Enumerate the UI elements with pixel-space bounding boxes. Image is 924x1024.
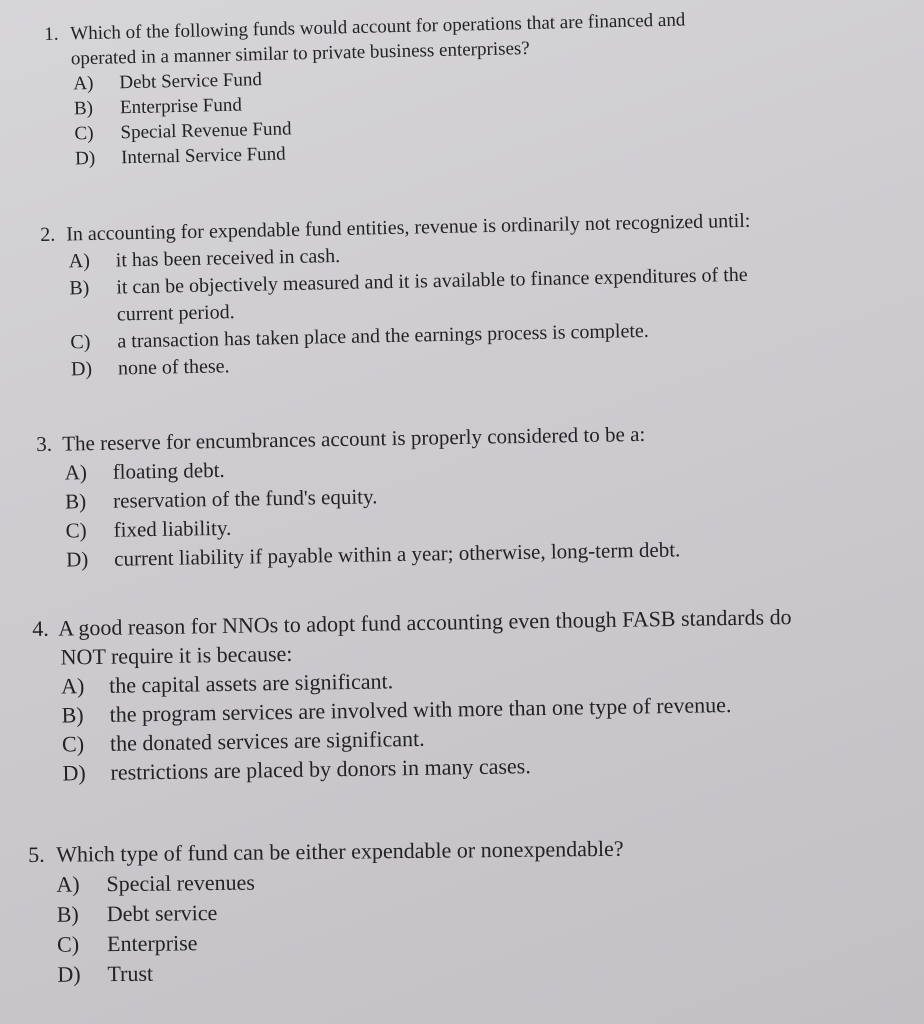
option-text: Debt Service Fund	[119, 69, 263, 94]
question-text-continued: operated in a manner similar to private business enterprises?	[70, 37, 530, 70]
option-list	[36, 448, 680, 575]
question-5	[28, 834, 625, 990]
question-number: 2.	[40, 223, 56, 246]
option-text: Trust	[107, 960, 154, 987]
option-letter: D)	[57, 961, 81, 987]
option-letter: D)	[70, 357, 93, 381]
question-text: A good reason for NNOs to adopt fund accounting even though FASB standards do	[58, 604, 792, 641]
option-letter: D)	[62, 760, 86, 786]
option-letter: C)	[74, 122, 94, 145]
question-number: 4.	[32, 615, 49, 641]
option-letter: C)	[65, 518, 87, 543]
option-text: a transaction has taken place and the earnings process is complete.	[117, 319, 649, 353]
option-text: it can be objectively measured and it is available to finance expenditures of the	[116, 263, 748, 299]
option-list	[28, 864, 625, 990]
question-number: 5.	[28, 841, 45, 867]
option-text: current liability if payable within a year; otherwise, long-term debt.	[113, 537, 681, 571]
option-letter: A)	[56, 871, 80, 897]
option-letter: B)	[61, 702, 84, 728]
question-text: Which type of fund can be either expendable or nonexpendable?	[56, 835, 624, 867]
option-letter: B)	[56, 901, 79, 927]
option-letter: A)	[73, 72, 94, 95]
option-text: Special Revenue Fund	[120, 118, 292, 144]
option-text: none of these.	[117, 355, 230, 380]
option-text: Debt service	[106, 900, 218, 927]
option-text: Enterprise Fund	[119, 94, 243, 119]
option-text: reservation of the fund's equity.	[112, 484, 378, 513]
option-letter: C)	[56, 931, 80, 957]
option-letter: C)	[70, 331, 91, 354]
question-text: In accounting for expendable fund entities, revenue is ordinarily not recognized until:	[66, 209, 751, 246]
question-text: The reserve for encumbrances account is properly considered to be a:	[62, 421, 646, 456]
question-4	[32, 602, 794, 788]
option-text: Internal Service Fund	[120, 143, 286, 169]
option-letter: A)	[68, 250, 91, 273]
option-letter: B)	[64, 489, 87, 514]
option-text: fixed liability.	[113, 515, 232, 542]
question-stem	[28, 834, 624, 870]
option-list	[33, 660, 794, 788]
option-text-continued: current period.	[116, 301, 235, 326]
question-number: 1.	[44, 23, 59, 45]
option-letter: C)	[61, 731, 85, 757]
question-text: Which of the following funds would account for operations that are financed and	[70, 9, 686, 45]
option-text: the program services are involved with more than one type of revenue.	[109, 692, 732, 727]
option-text: the capital assets are significant.	[108, 668, 394, 698]
option-list	[41, 235, 754, 384]
option-letter: D)	[74, 147, 96, 170]
option-text: Special revenues	[106, 869, 256, 897]
option-letter: D)	[65, 547, 89, 572]
question-text-continued: NOT require it is because:	[60, 640, 293, 670]
option-letter: A)	[60, 673, 85, 699]
option-d	[57, 954, 625, 990]
question-2	[40, 208, 753, 384]
question-number: 3.	[36, 431, 53, 456]
question-3	[36, 419, 681, 575]
option-text: Enterprise	[106, 930, 198, 957]
option-text: restrictions are placed by donors in many cases.	[110, 753, 531, 785]
option-text: the donated services are significant.	[109, 725, 425, 756]
option-text: floating debt.	[112, 457, 225, 484]
option-text: it has been received in cash.	[115, 244, 341, 272]
option-letter: B)	[73, 97, 94, 120]
option-letter: B)	[69, 277, 90, 300]
option-letter: A)	[64, 460, 88, 485]
question-1	[44, 7, 688, 172]
option-list	[45, 57, 688, 172]
